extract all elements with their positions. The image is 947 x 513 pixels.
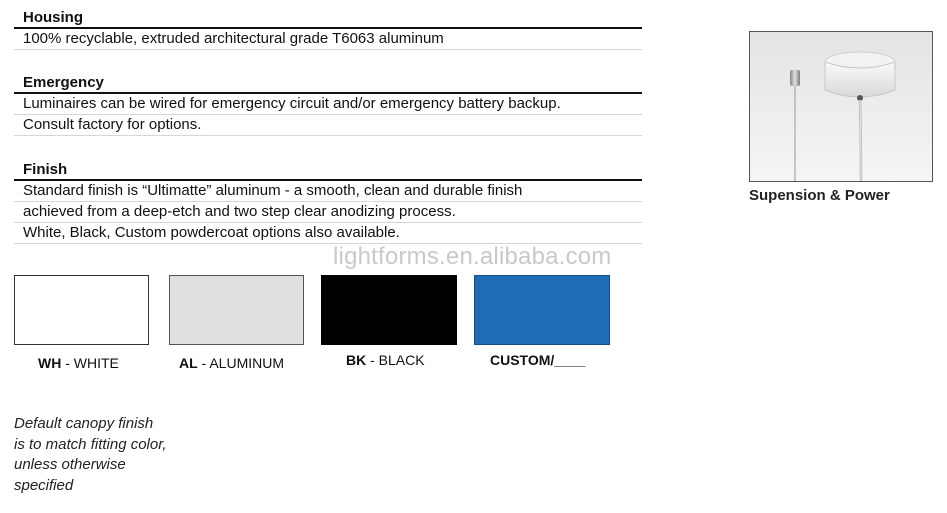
- swatch-name-black: - BLACK: [366, 352, 425, 368]
- watermark: lightforms.en.alibaba.com: [333, 243, 612, 270]
- housing-title: Housing: [14, 9, 642, 29]
- note-line-3: unless otherwise: [14, 456, 126, 473]
- swatch-label-black: [346, 352, 425, 368]
- note-line-4: specified: [14, 476, 74, 494]
- emergency-line-2: Consult factory for options.: [14, 115, 642, 136]
- swatch-code-aluminum: AL: [179, 355, 198, 371]
- note-line-1: Default canopy finish: [14, 415, 154, 432]
- finish-line-3: White, Black, Custom powdercoat options also available.: [14, 223, 642, 244]
- housing-line-1: 100% recyclable, extruded architectural grade T6063 aluminum: [14, 29, 642, 50]
- photo-caption: Supension & Power: [749, 187, 890, 204]
- finish-title: Finish: [14, 161, 642, 181]
- emergency-section: [14, 74, 642, 136]
- swatch-label-custom: CUSTOM/____: [490, 352, 586, 368]
- emergency-title: Emergency: [14, 74, 642, 94]
- finish-line-2: achieved from a deep-etch and two step clear anodizing process.: [14, 202, 642, 223]
- suspension-canopy-photo-icon: [750, 32, 932, 181]
- swatch-custom: [474, 275, 610, 345]
- emergency-line-1: Luminaires can be wired for emergency circuit and/or emergency battery backup.: [14, 94, 642, 115]
- finish-section: [14, 161, 642, 244]
- swatch-code-white: WH: [38, 355, 62, 371]
- swatch-label-aluminum: [179, 355, 284, 371]
- swatch-black: [321, 275, 457, 345]
- note-line-2: is to match fitting color,: [14, 435, 167, 453]
- swatch-aluminum: [169, 275, 304, 345]
- swatch-label-white: [38, 355, 119, 371]
- swatch-code-black: BK: [346, 352, 367, 368]
- swatch-white: [14, 275, 149, 345]
- suspension-power-photo: [749, 31, 933, 182]
- swatch-name-aluminum: - ALUMINUM: [197, 355, 285, 371]
- finish-line-1: Standard finish is “Ultimatte” aluminum - a smooth, clean and durable finish: [14, 181, 642, 202]
- canopy-finish-note: [14, 414, 167, 496]
- swatch-name-white: - WHITE: [61, 355, 119, 371]
- housing-section: [14, 9, 642, 50]
